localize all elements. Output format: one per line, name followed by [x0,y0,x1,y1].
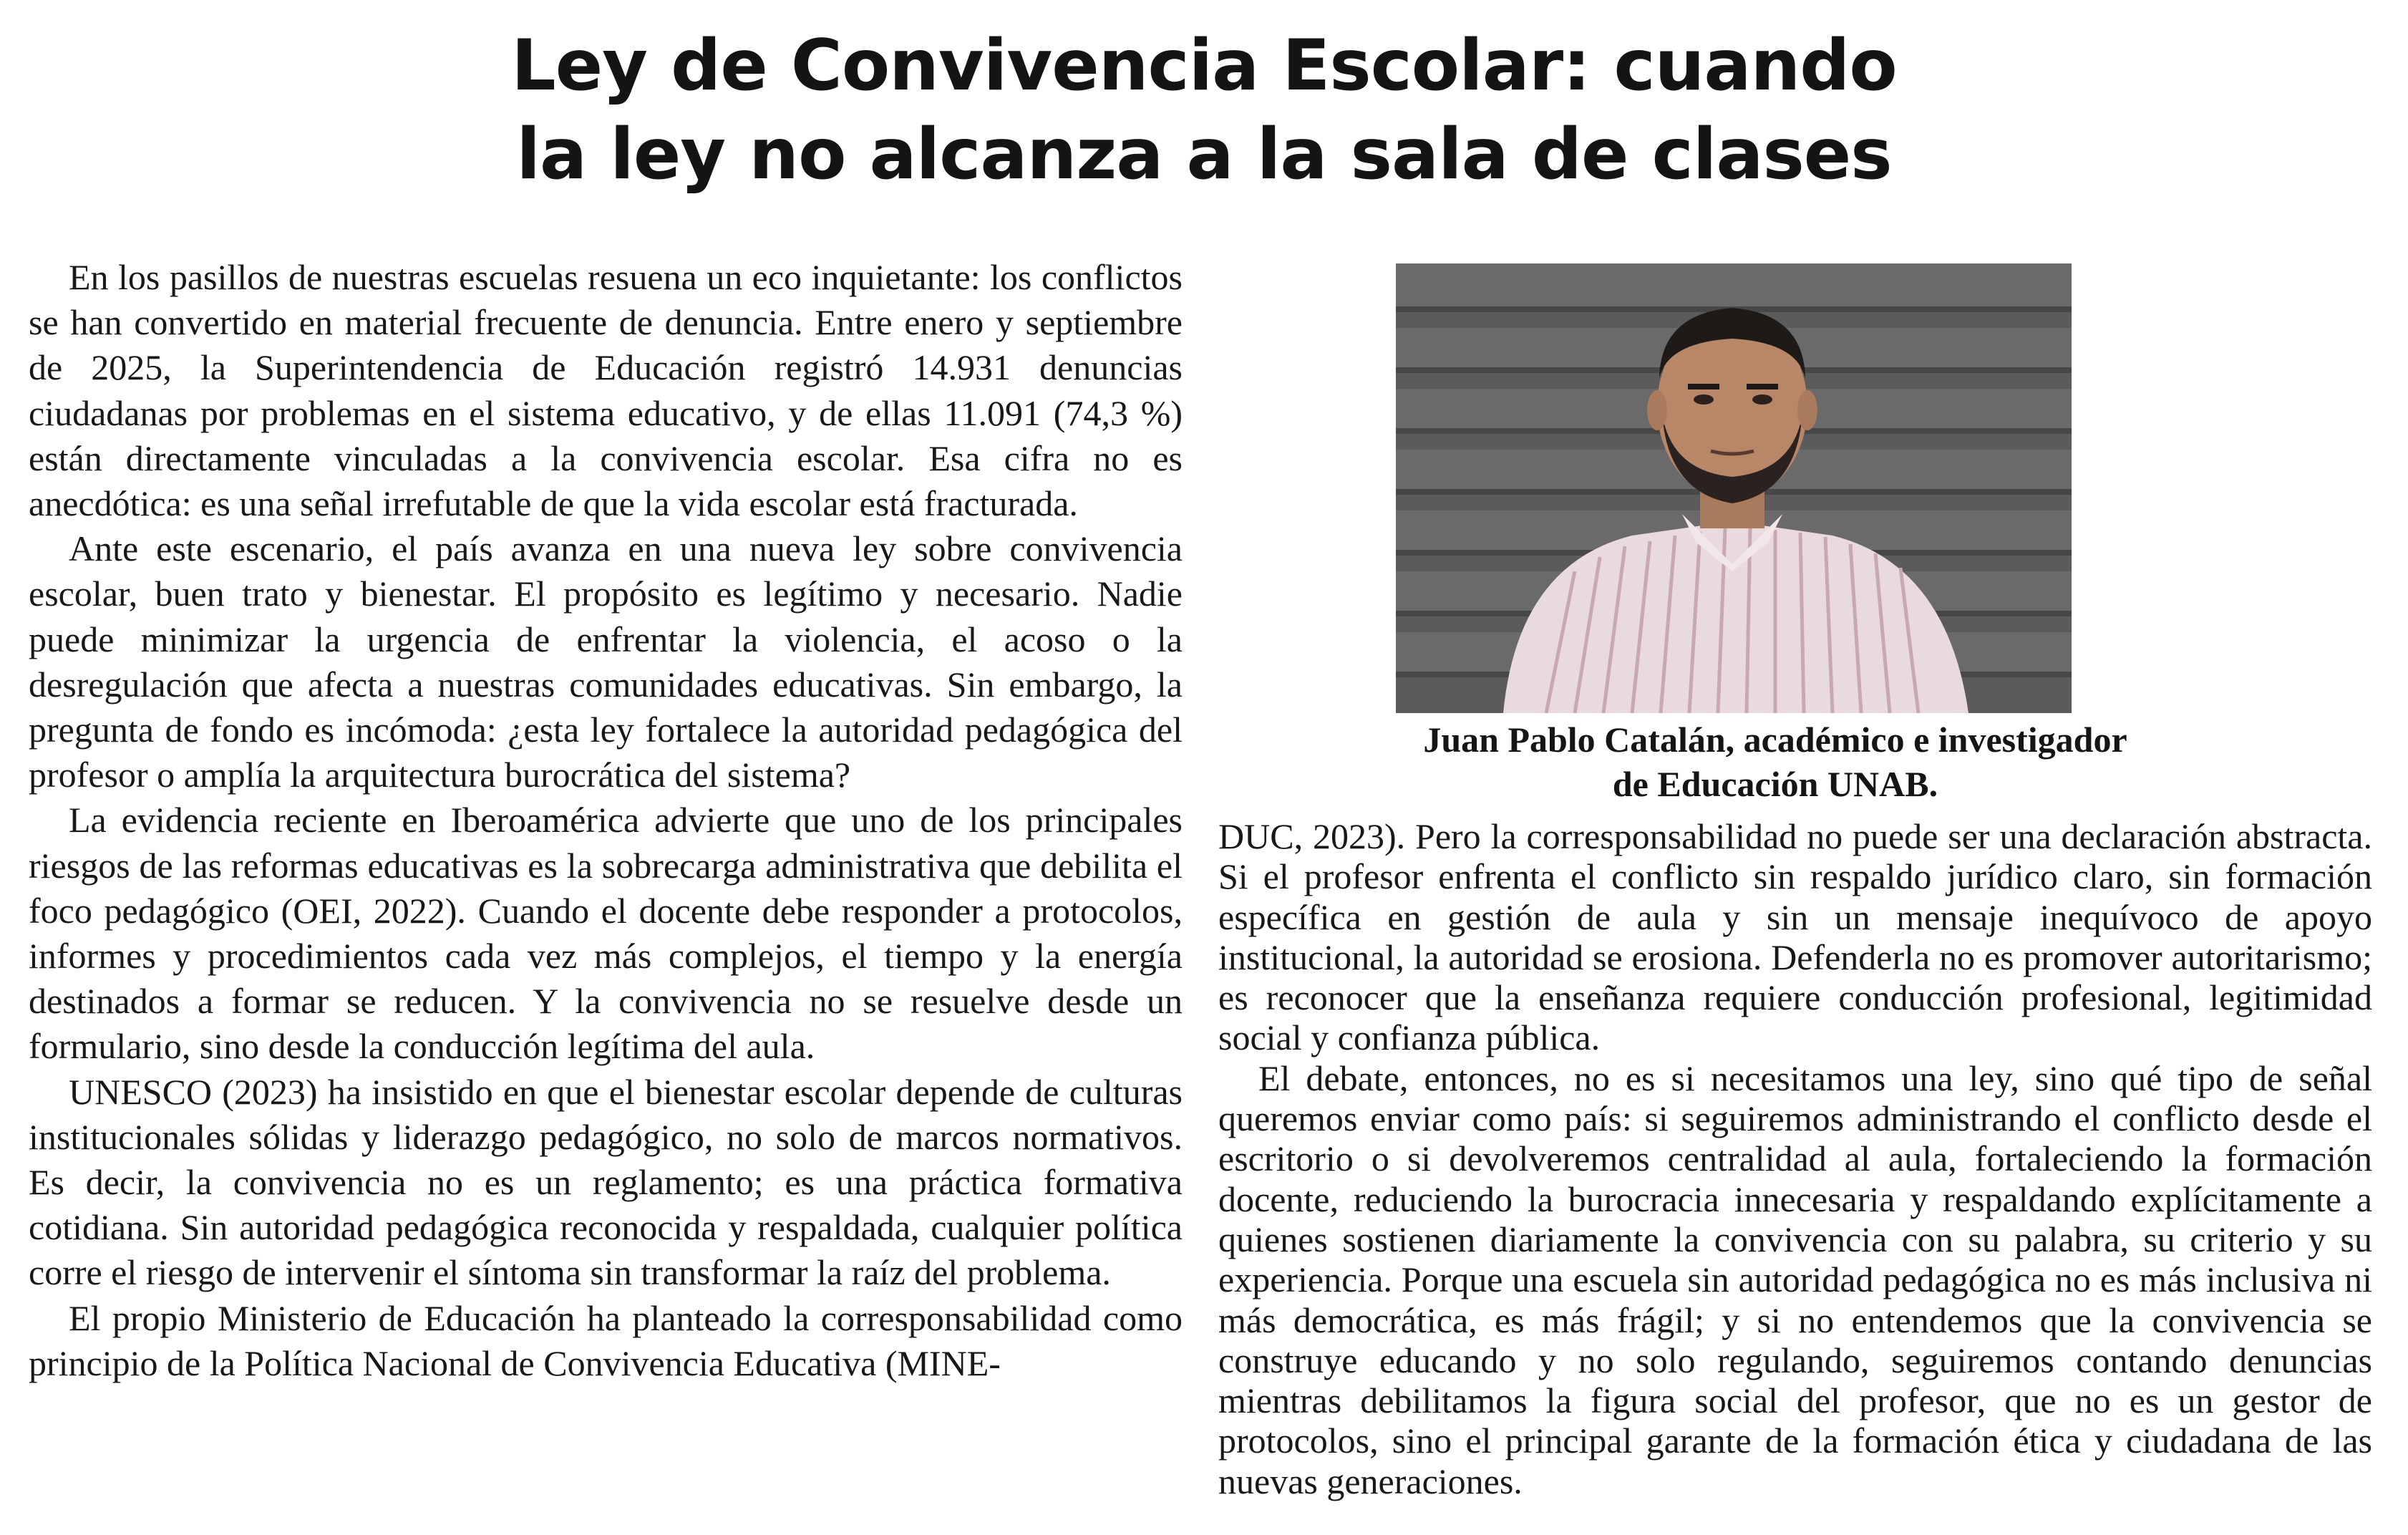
photo-caption [1288,717,2262,806]
paragraph-1: En los pasillos de nuestras escuelas resuena un eco inquietante: los conflictos se han convertido en material frecuente de denuncia. Entre enero y septiembre de 2025, la Superintendencia de Educación registró 14.931 denuncias ciudadanas por problemas en el sistema educativo, y de ellas 11.091 (74,3 %) están directamente vinculadas a la convivencia escolar. Esa cifra no es anecdótica: es una señal irrefutable de que la vida escolar está fracturada. [29,257,1183,524]
caption-line-2: de Educación UNAB. [1612,764,1938,804]
right-column [1218,816,2372,1501]
paragraph-6: DUC, 2023). Pero la corresponsabilidad no puede ser una declaración abstracta. Si el profesor enfrenta el conflicto sin respaldo jurídico claro, sin formación específica en gestión de aula y sin un mensaje inequívoco de apoyo institucional, la autoridad se erosiona. Defenderla no es promover autoritarismo; es reconocer que la enseñanza requiere conducción profesional, legitimidad social y confianza pública. [1218,816,2372,1058]
headline-line-2: la ley no alcanza a la sala de clases [516,114,1892,195]
caption-line-1: Juan Pablo Catalán, académico e investigador [1423,720,2127,760]
paragraph-4: UNESCO (2023) ha insistido en que el bienestar escolar depende de culturas institucionales sólidas y liderazgo pedagógico, no solo de marcos normativos. Es decir, la convivencia no es un reglamento; es una práctica formativa cotidiana. Sin autoridad pedagógica reconocida y respaldada, cualquier política corre el riesgo de intervenir el síntoma sin transformar la raíz del problema. [29,1071,1183,1293]
headline-line-1: Ley de Convivencia Escolar: cuando [511,25,1897,107]
paragraph-2: Ante este escenario, el país avanza en una nueva ley sobre convivencia escolar, buen trato y bienestar. El propósito es legítimo y necesario. Nadie puede minimizar la urgencia de enfrentar la violencia, el acoso o la desregulación que afecta a nuestras comunidades educativas. Sin embargo, la pregunta de fondo es incómoda: ¿esta ley fortalece la autoridad pedagógica del profesor o amplía la arquitectura burocrática del sistema? [29,528,1183,795]
paragraph-7: El debate, entonces, no es si necesitamos una ley, sino qué tipo de señal queremos enviar como país: si seguiremos administrando el conflicto desde el escritorio o si devolveremos centralidad al aula, fortaleciendo la formación docente, reduciendo la burocracia innecesaria y respaldando explícitamente a quienes sostienen diariamente la convivencia con su palabra, su criterio y su experiencia. Porque una escuela sin autoridad pedagógica no es más inclusiva ni más democrática, es más frágil; y si no entendemos que la convivencia se construye educando y no solo regulando, seguiremos contando denuncias mientras debilitamos la figura social del profesor, que no es un gestor de protocolos, sino el principal garante de la formación ética y ciudadana de las nuevas generaciones. [1218,1057,2372,1501]
author-photo [1396,263,2072,713]
left-column [29,255,1183,1386]
paragraph-5: El propio Ministerio de Educación ha planteado la corresponsabilidad como principio de la Política Nacional de Convivencia Educativa (MINE- [29,1297,1183,1383]
paragraph-3: La evidencia reciente en Iberoamérica advierte que uno de los principales riesgos de las reformas educativas es la sobrecarga administrativa que debilita el foco pedagógico (OEI, 2022). Cuando el docente debe responder a protocolos, informes y procedimientos cada vez más complejos, el tiempo y la energía destinados a formar se reducen. Y la convivencia no se resuelve desde un formulario, sino desde la conducción legítima del aula. [29,800,1183,1067]
article-headline [0,21,2408,199]
